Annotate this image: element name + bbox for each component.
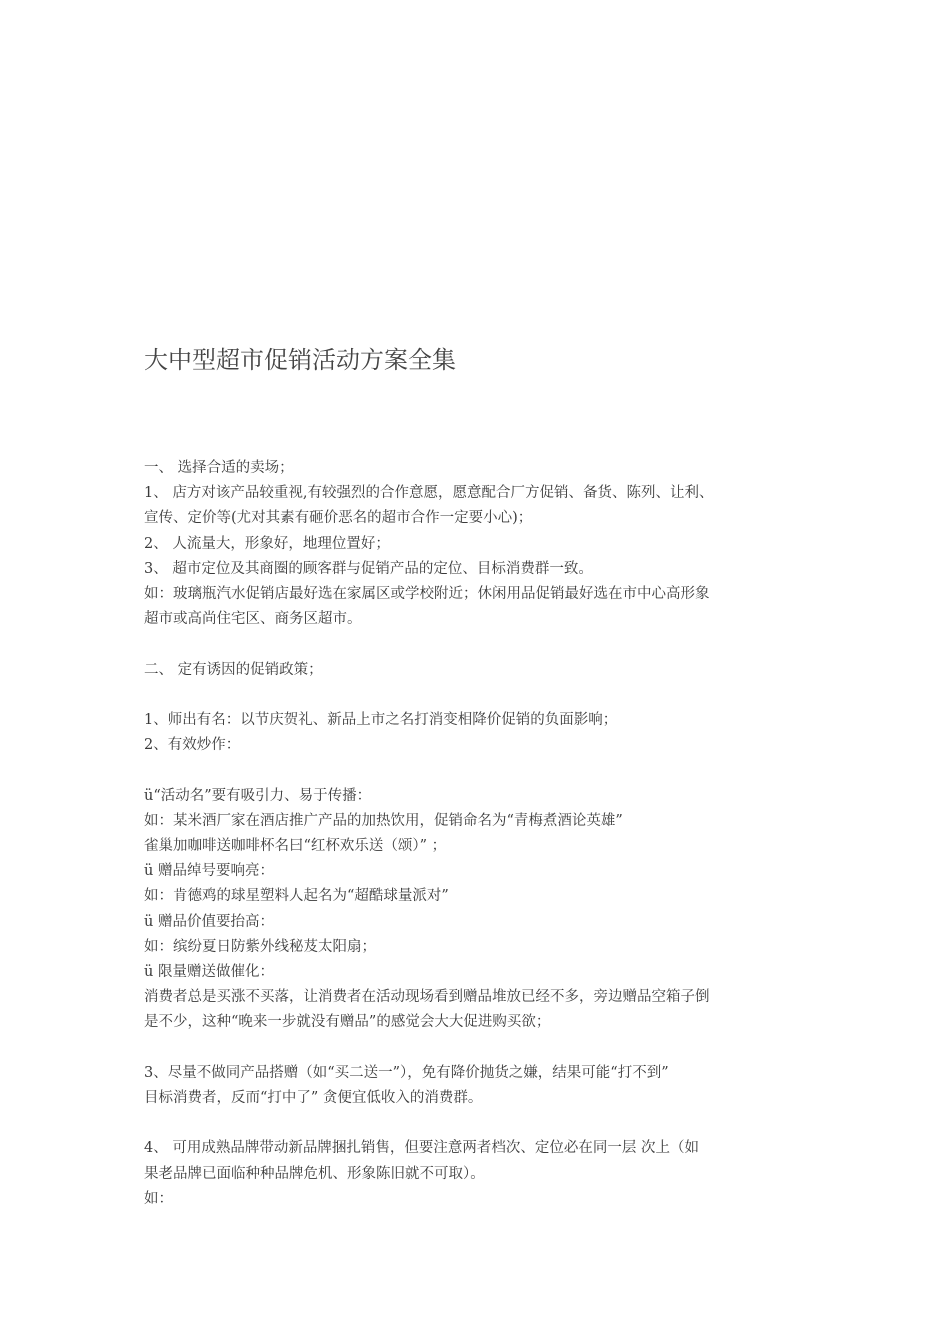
- text-line: 2、有效炒作：: [144, 737, 241, 754]
- text-line: 一、 选择合适的卖场；: [144, 460, 294, 476]
- text-line: 如：肯德鸡的球星塑料人起名为“超酷球量派对”: [144, 888, 449, 905]
- text-line: 如：玻璃瓶汽水促销店最好选在家属区或学校附近；休闲用品促销最好选在市中心高形象: [144, 586, 710, 603]
- text-line: 二、 定有诱因的促销政策；: [144, 661, 323, 678]
- text-line: 雀巢加咖啡送咖啡杯名曰“红杯欢乐送（颂）” ；: [144, 838, 447, 854]
- text-line: 是不少，这种“晚来一步就没有赠品”的感觉会大大促进购买欲；: [144, 1014, 551, 1031]
- text-line: 果老品牌已面临种种品牌危机、形象陈旧就不可取）。: [144, 1165, 485, 1182]
- text-line: 2、 人流量大，形象好，地理位置好；: [144, 535, 390, 552]
- text-line: ü 赠品价值要抬高：: [144, 913, 274, 930]
- document-body: [144, 456, 809, 1212]
- blank-line: [144, 632, 809, 657]
- blank-line: [144, 1036, 809, 1061]
- blank-line: [144, 683, 809, 708]
- text-line: 消费者总是买涨不买落，让消费者在活动现场看到赠品堆放已经不多，旁边赠品空箱子倒: [144, 989, 710, 1006]
- text-line: ü“活动名”要有吸引力、易于传播：: [144, 787, 372, 804]
- text-line: 目标消费者，反而“打中了” 贪便宜低收入的消费群。: [144, 1090, 483, 1107]
- text-line: 3、尽量不做同产品搭赠（如“买二送一”），免有降价抛货之嫌，结果可能“打不到”: [144, 1064, 669, 1081]
- text-line: 如：缤纷夏日防紫外线秘芨太阳扇；: [144, 938, 376, 955]
- text-line: 如：某米酒厂家在酒店推广产品的加热饮用，促销命名为“青梅煮酒论英雄”: [144, 812, 623, 829]
- text-line: 宣传、定价等(尤对其素有砸价恶名的超市合作一定要小心)；: [144, 510, 533, 527]
- text-line: 1、 店方对该产品较重视,有较强烈的合作意愿，愿意配合厂方促销、备货、陈列、让利、: [144, 485, 714, 502]
- text-line: 如：: [144, 1190, 173, 1207]
- text-line: ü 赠品绰号要响亮：: [144, 863, 274, 880]
- text-line: 3、 超市定位及其商圈的顾客群与促销产品的定位、目标消费群一致。: [144, 560, 593, 577]
- text-line: 1、师出有名：以节庆贺礼、新品上市之名打消变相降价促销的负面影响；: [144, 712, 618, 728]
- blank-line: [144, 1111, 809, 1136]
- text-line: 超市或高尚住宅区、商务区超市。: [144, 611, 362, 628]
- blank-line: [144, 758, 809, 783]
- text-line: ü 限量赠送做催化：: [144, 964, 274, 981]
- text-line: 4、 可用成熟品牌带动新品牌捆扎销售，但要注意两者档次、定位必在同一层 次上（如: [144, 1140, 699, 1157]
- document-title: 大中型超市促销活动方案全集: [144, 346, 456, 374]
